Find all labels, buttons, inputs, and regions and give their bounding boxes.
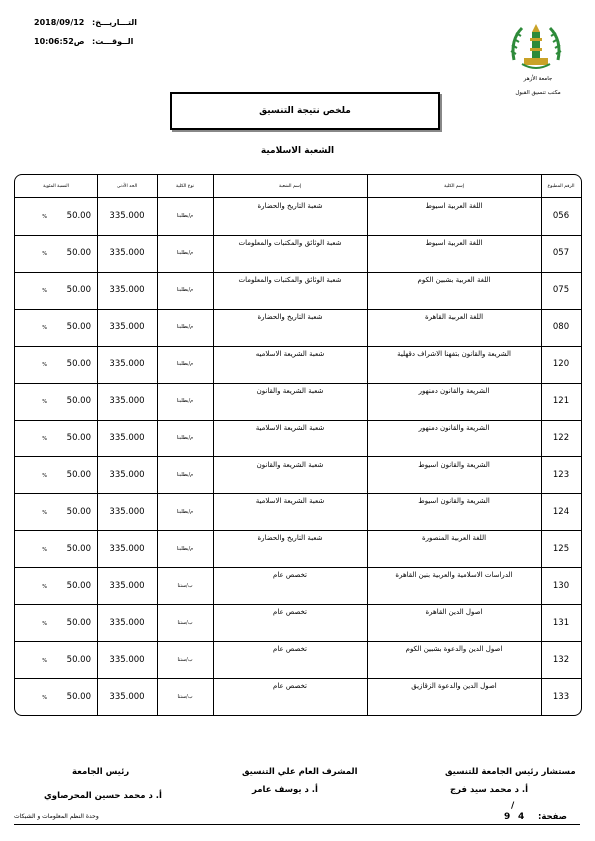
row-percent-sign: % <box>42 399 47 406</box>
report-title: ملخص نتيجة التنسيق <box>259 106 351 116</box>
row-percent-sign: % <box>42 362 47 369</box>
row-division: شعبة الشريعة والقانون <box>256 460 324 469</box>
row-college: اللغة العربية القاهرة <box>424 312 484 321</box>
row-percent-sign: % <box>42 694 47 701</box>
row-type: م/بطلبنا <box>176 508 194 515</box>
row-college: الشريعة والقانون اسيوط <box>418 460 490 469</box>
row-code: 130 <box>552 580 570 591</box>
president-title: رئيس الجامعة <box>72 767 130 777</box>
row-percent: 50.00 <box>66 433 91 444</box>
row-min: 335.000 <box>109 211 145 222</box>
row-percent-sign: % <box>42 509 47 516</box>
row-college: الشريعة والقانون بتفهنا الاشراف دقهلية <box>397 349 511 358</box>
row-min: 335.000 <box>109 285 145 296</box>
col-divider <box>157 175 158 715</box>
row-type: م/بطلبنا <box>176 250 194 257</box>
row-code: 121 <box>552 396 570 407</box>
page-separator: / <box>511 801 515 811</box>
date-value: 2018/09/12 <box>34 18 85 27</box>
row-type: ب/ستنا <box>177 693 193 700</box>
col-divider <box>541 175 542 715</box>
row-type: م/بطلبنا <box>176 324 194 331</box>
row-college: الشريعة والقانون دمنهور <box>418 423 490 432</box>
advisor-title: مستشار رئيس الجامعة للتنسيق <box>445 767 576 777</box>
page-label: صفحة: <box>538 812 568 822</box>
header-type: نوع الكلية <box>175 183 195 189</box>
row-college: اللغة العربية المنصورة <box>421 534 487 543</box>
row-type: م/بطلبنا <box>176 398 194 405</box>
row-college: اللغة العربية اسيوط <box>425 238 483 247</box>
row-type: م/بطلبنا <box>176 213 194 220</box>
row-code: 132 <box>552 654 570 665</box>
row-code: 131 <box>552 617 570 628</box>
row-division: شعبة الشريعة والقانون <box>256 386 324 395</box>
row-percent: 50.00 <box>66 691 91 702</box>
report-title-box <box>170 92 440 130</box>
results-table <box>14 174 582 716</box>
row-percent: 50.00 <box>66 248 91 259</box>
col-divider <box>367 175 368 715</box>
supervisor-title: المشرف العام علي التنسيق <box>242 767 358 777</box>
supervisor-name: أ. د يوسف عامر <box>252 785 318 795</box>
row-percent-sign: % <box>42 288 47 295</box>
row-college: اللغة العربية اسيوط <box>425 202 483 210</box>
row-min: 335.000 <box>109 543 145 554</box>
row-percent: 50.00 <box>66 506 91 517</box>
row-college: اصول الدين والدعوة الزقازيق <box>411 682 497 691</box>
col-divider <box>213 175 214 715</box>
row-division: شعبة التاريخ والحضارة <box>257 312 323 321</box>
row-division: شعبة التاريخ والحضارة <box>257 534 323 543</box>
page-rule <box>14 824 580 825</box>
row-division: تخصص عام <box>273 682 307 691</box>
row-percent-sign: % <box>42 620 47 627</box>
row-min: 335.000 <box>109 691 145 702</box>
row-code: 124 <box>552 506 570 517</box>
row-division: تخصص عام <box>273 645 307 654</box>
row-min: 335.000 <box>109 506 145 517</box>
table-row <box>15 567 581 605</box>
table-row <box>15 678 581 715</box>
row-division: شعبة الشريعة الاسلامية <box>255 497 325 506</box>
row-college: الشريعة والقانون اسيوط <box>418 497 490 506</box>
row-type: م/بطلبنا <box>176 287 194 294</box>
row-code: 122 <box>552 433 570 444</box>
row-percent: 50.00 <box>66 396 91 407</box>
row-code: 075 <box>552 285 570 296</box>
row-type: م/بطلبنا <box>176 545 194 552</box>
table-header <box>15 175 581 198</box>
time-label: الــوقـــت: <box>92 37 134 46</box>
row-code: 123 <box>552 469 570 480</box>
row-min: 335.000 <box>109 469 145 480</box>
row-min: 335.000 <box>109 654 145 665</box>
table-row <box>15 530 581 568</box>
row-percent: 50.00 <box>66 580 91 591</box>
row-division: تخصص عام <box>273 571 307 580</box>
table-row <box>15 346 581 384</box>
table-row <box>15 383 581 421</box>
row-code: 080 <box>552 322 570 333</box>
date-label: التـــاريـــخ: <box>92 18 137 27</box>
table-row <box>15 493 581 531</box>
row-percent: 50.00 <box>66 285 91 296</box>
table-row <box>15 457 581 495</box>
row-min: 335.000 <box>109 433 145 444</box>
row-percent-sign: % <box>42 472 47 479</box>
al-azhar-emblem-icon <box>508 20 564 72</box>
row-min: 335.000 <box>109 617 145 628</box>
row-division: شعبة الوثائق والمكتبات والمعلومات <box>238 238 342 247</box>
row-percent: 50.00 <box>66 211 91 222</box>
header-percent: النسبة المئوية <box>43 183 69 189</box>
row-division: تخصص عام <box>273 608 307 617</box>
row-code: 056 <box>552 211 570 222</box>
row-college: اصول الدين القاهرة <box>425 608 483 617</box>
row-type: ب/ستنا <box>177 619 193 626</box>
row-min: 335.000 <box>109 359 145 370</box>
table-row <box>15 272 581 310</box>
header-division: إسم الشعبة <box>278 183 302 189</box>
table-row <box>15 420 581 458</box>
row-percent: 50.00 <box>66 654 91 665</box>
row-college: اللغة العربية بشبين الكوم <box>417 275 491 284</box>
row-min: 335.000 <box>109 396 145 407</box>
row-college: الشريعة والقانون دمنهور <box>418 386 490 395</box>
page-total: 9 <box>504 812 511 822</box>
header-college: إسم الكلية <box>444 183 464 189</box>
row-percent-sign: % <box>42 436 47 443</box>
row-college: الدراسات الاسلامية والعربية بنين القاهرة <box>395 571 513 580</box>
row-percent: 50.00 <box>66 469 91 480</box>
table-row <box>15 198 581 236</box>
header-code: الرقم المطبوع <box>547 183 575 189</box>
row-min: 335.000 <box>109 322 145 333</box>
row-min: 335.000 <box>109 248 145 259</box>
header-min: الحد الأدنى <box>116 183 138 189</box>
row-type: ب/ستنا <box>177 582 193 589</box>
row-division: شعبة الشريعة الاسلامية <box>255 423 325 432</box>
table-row <box>15 309 581 347</box>
row-code: 125 <box>552 543 570 554</box>
table-row <box>15 641 581 679</box>
row-code: 133 <box>552 691 570 702</box>
office-name: مكتب تنسيق القبول <box>515 90 561 96</box>
row-percent: 50.00 <box>66 359 91 370</box>
row-percent-sign: % <box>42 546 47 553</box>
time-value: ص10:06:52 <box>34 37 85 46</box>
row-type: م/بطلبنا <box>176 471 194 478</box>
row-percent-sign: % <box>42 251 47 258</box>
row-percent-sign: % <box>42 583 47 590</box>
row-percent: 50.00 <box>66 322 91 333</box>
table-row <box>15 604 581 642</box>
row-division: شعبة الشريعة الاسلاميه <box>255 349 325 358</box>
row-percent: 50.00 <box>66 617 91 628</box>
row-college: اصول الدين والدعوة بشبين الكوم <box>405 645 503 654</box>
unit-name: وحدة النظم المعلومات و الشبكات <box>14 813 99 820</box>
university-name: جامعة الأزهر <box>523 76 553 82</box>
row-code: 057 <box>552 248 570 259</box>
row-min: 335.000 <box>109 580 145 591</box>
row-division: شعبة الوثائق والمكتبات والمعلومات <box>238 275 342 284</box>
row-percent-sign: % <box>42 214 47 221</box>
advisor-name: أ. د محمد سيد فرج <box>450 785 529 795</box>
table-row <box>15 235 581 273</box>
col-divider <box>97 175 98 715</box>
table-body <box>15 198 581 715</box>
row-percent-sign: % <box>42 325 47 332</box>
row-division: شعبة التاريخ والحضارة <box>257 202 323 210</box>
university-logo <box>508 20 564 72</box>
page-current: 4 <box>518 812 525 822</box>
division-subtitle: الشعبة الاسلامية <box>260 146 335 156</box>
row-percent-sign: % <box>42 657 47 664</box>
row-code: 120 <box>552 359 570 370</box>
row-type: ب/ستنا <box>177 656 193 663</box>
row-type: م/بطلبنا <box>176 361 194 368</box>
row-percent: 50.00 <box>66 543 91 554</box>
row-type: م/بطلبنا <box>176 435 194 442</box>
president-name: أ. د محمد حسين المحرصاوي <box>44 791 162 801</box>
